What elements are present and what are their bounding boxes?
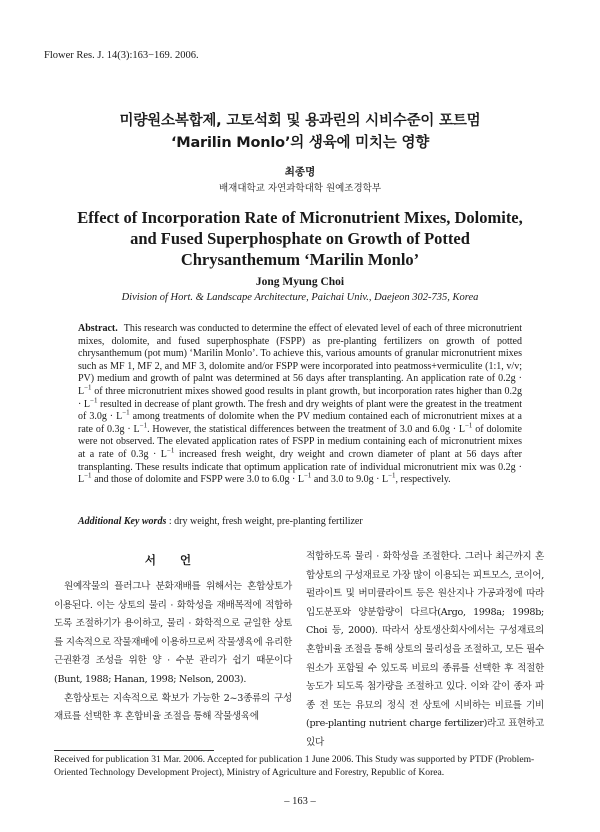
- abstract: [78, 323, 522, 487]
- abstract-text: among treatments of dolomite when the PV medium contained each of micronutrient mixes at a rate of 0.3g · L: [78, 411, 522, 435]
- unit-superscript: −1: [388, 471, 396, 480]
- unit-superscript: −1: [303, 471, 312, 480]
- unit-superscript: −1: [90, 396, 98, 405]
- abstract-text: resulted in decrease of plant growth. The fresh and dry weights of plant were the greatest in the treatment of 3.0g · L: [78, 398, 522, 423]
- abstract-text: , respectively.: [395, 474, 451, 486]
- abstract-text: . However, the statistical differences between the treatment of 3.0 and 6.0g · L: [147, 423, 465, 435]
- english-title-line-1: Effect of Incorporation Rate of Micronutrient Mixes, Dolomite,: [77, 208, 523, 227]
- unit-superscript: −1: [122, 408, 130, 417]
- body-paragraph: 원예작물의 플러그나 분화재배를 위해서는 혼합상토가 이용된다. 이는 상토의 물리 · 화학성을 재배목적에 적합하도록 조절하기가 용이하고, 물리 · 화학적으로 균일한 상토를 지속적으로 작물재배에 이용하므로써 작물생육에 유리한 근권환경 조성을 위한 양 · 수분 관리가 쉽기 때문이다(Bunt, 1988; Hanan, 1998; Nelson, 2003).: [54, 581, 292, 685]
- unit-superscript: −1: [84, 383, 92, 392]
- footnote-divider: [54, 750, 214, 751]
- korean-title: [0, 110, 600, 154]
- page-number: – 163 –: [284, 796, 316, 807]
- unit-superscript: −1: [464, 421, 473, 430]
- english-title: [0, 207, 600, 270]
- footnote: Received for publication 31 Mar. 2006. Accepted for publication 1 June 2006. This Study was supported by PTDF (Problem-Oriented Technology Development Project), Ministry of Agriculture and Forestry, Republic of Korea.: [54, 754, 535, 778]
- abstract-text: of dolomite were not observed. The elevated application rates of FSPP in medium containing each of micronutrient mixes at a rate of 0.3g · L: [78, 423, 523, 460]
- body-paragraph: 혼합상토는 지속적으로 확보가 가능한 2~3종류의 구성재료를 선택한 후 혼합비율 조절을 통해 작물생육에: [54, 692, 292, 723]
- english-affiliation: Division of Hort. & Landscape Architecture, Paichai Univ., Daejeon 302-735, Korea: [121, 292, 479, 303]
- abstract-text: and 3.0 to 9.0g · L: [311, 474, 389, 486]
- korean-affiliation: 배재대학교 자연과학대학 원예조경학부: [218, 183, 382, 194]
- section-heading: 서 언: [144, 553, 202, 567]
- body-paragraph: 적합하도록 물리 · 화학성을 조절한다. 그러나 최근까지 혼합상토의 구성재료로 가장 많이 이용되는 피트모스, 코이어, 펄라이트 및 버미큘라이트 등은 원산지나 가공과정에 따라 입도분포와 양분함량이 다르다(Argo, 1998a; 1998b; Choi 등, 2000). 따라서 상토생산회사에서는 구성재료의 혼합비율 조절을 통해 상토의 물리성을 조절하고, 모든 필수원소가 포함될 수 있도록 비료의 종류를 선택한 후 적절한 농도가 되도록 첨가량을 조절하고 있다. 이와 같이 종자 파종 전 또는 유묘의 정식 전 상토에 시비하는 비료를 기비(pre-planting nutrient charge fertilizer)라고 표현하고 있다: [306, 551, 544, 748]
- korean-title-line-2: ‘Marilin Monlo’의 생육에 미치는 영향: [170, 135, 430, 151]
- korean-title-line-1: 미량원소복합제, 고토석회 및 용과린의 시비수준이 포트멈: [119, 113, 481, 129]
- abstract-text: increased fresh weight, dry weight and crown diameter of plant at 56 days after transplanting. These results indicate that optimum application rate of individual micronutrient mix was 0.2g · L: [78, 448, 522, 486]
- keywords-text: : dry weight, fresh weight, pre-planting fertilizer: [166, 516, 363, 527]
- english-title-line-2: and Fused Superphosphate on Growth of Potted: [130, 229, 470, 248]
- unit-superscript: −1: [166, 446, 175, 455]
- additional-keywords: [78, 516, 522, 527]
- abstract-text: This research was conducted to determine the effect of elevated level of each of three micronutrient mixes, dolomite, and fused superphosphate (FSPP) as pre-planting fertilizers on growth of potted chrysanthemum (pot mum) ‘Marilin Monlo’. To achieve this, various amounts of granular micronutrient mixes such as MF 1, MF 2, and MF 3, dolomite and/or FSPP were incorporated into peatmoss+vermiculite (1:1, v/v; PV) medium and growth of palnt was determined at 56 days after transplanting. An application rate of 0.2g · L: [78, 323, 522, 397]
- korean-author: 최종명: [284, 166, 316, 178]
- english-author: Jong Myung Choi: [255, 276, 345, 288]
- english-title-line-3: Chrysanthemum ‘Marilin Monlo’: [180, 250, 420, 269]
- keywords-label: Additional Key words: [78, 516, 167, 527]
- unit-superscript: −1: [84, 471, 92, 480]
- body-column-right: [306, 548, 544, 753]
- body-column-left: [54, 548, 292, 727]
- journal-reference: Flower Res. J. 14(3):163−169. 2006.: [44, 50, 199, 61]
- unit-superscript: −1: [139, 421, 148, 430]
- abstract-label: Abstract.: [78, 323, 118, 334]
- abstract-text: and those of dolomite and FSPP were 3.0 to 6.0g · L: [91, 474, 304, 486]
- abstract-text: of three micronutrient mixes showed good results in plant growth, but incorporation rates higher than 0.2g · L: [78, 385, 522, 410]
